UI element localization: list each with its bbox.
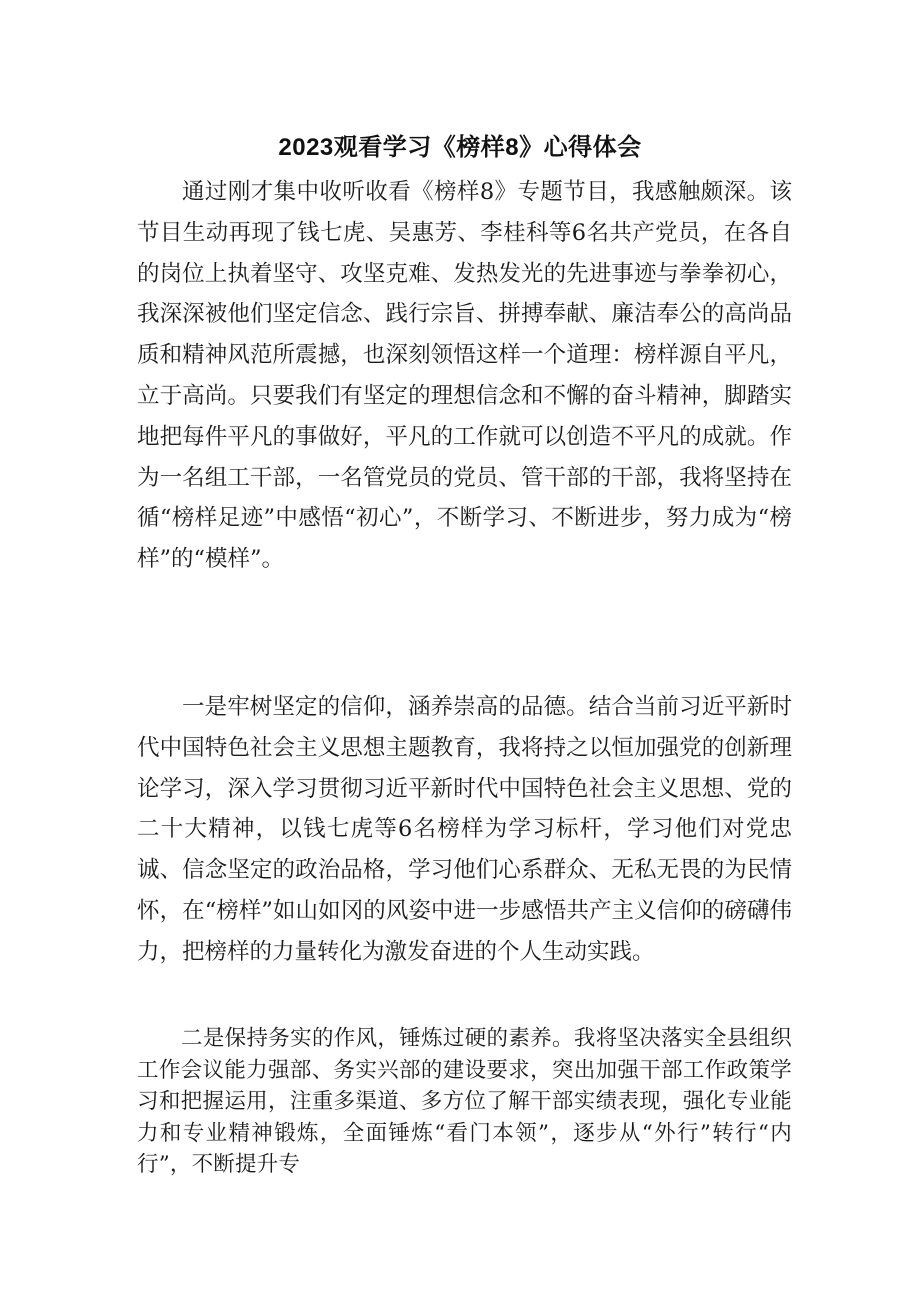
document-title: 2023观看学习《榜样8》心得体会: [278, 134, 642, 161]
paragraph-point-one: 一是牢树坚定的信仰，涵养崇高的品德。结合当前习近平新时代中国特色社会主义思想主题教育，我将持之以恒加强党的创新理论学习，深入学习贯彻习近平新时代中国特色社会主义思想、党的二十大精神，以钱七虎等6名榜样为学习标杆，学习他们对党忠诚、信念坚定的政治品格，学习他们心系群众、无私无畏的为民情怀，在“榜样”如山如冈的风姿中进一步感悟共产主义信仰的磅礴伟力，把榜样的力量转化为激发奋进的个人生动实践。: [137, 694, 792, 965]
paragraph-point-two: 二是保持务实的作风，锤炼过硬的素养。我将坚决落实全县组织工作会议能力强部、务实兴部的建设要求，突出加强干部工作政策学习和把握运用，注重多渠道、多方位了解干部实绩表现，强化专业能力和专业精神锻炼，全面锤炼“看门本领”，逐步从“外行”转行“内行”，不断提升专: [137, 1026, 792, 1177]
paragraph-intro: 通过刚才集中收听收看《榜样8》专题节目，我感触颇深。该节目生动再现了钱七虎、吴惠芳、李桂科等6名共产党员，在各自的岗位上执着坚守、攻坚克难、发热发光的先进事迹与拳拳初心，我深深被他们坚定信念、践行宗旨、拼搏奉献、廉洁奉公的高尚品质和精神风范所震撼，也深刻领悟这样一个道理：榜样源自平凡，立于高尚。只要我们有坚定的理想信念和不懈的奋斗精神，脚踏实地把每件平凡的事做好，平凡的工作就可以创造不平凡的成就。作为一名组工干部，一名管党员的党员、管干部的干部，我将坚持在循“榜样足迹”中感悟“初心”，不断学习、不断进步，努力成为“榜样”的“模样”。: [137, 179, 792, 573]
